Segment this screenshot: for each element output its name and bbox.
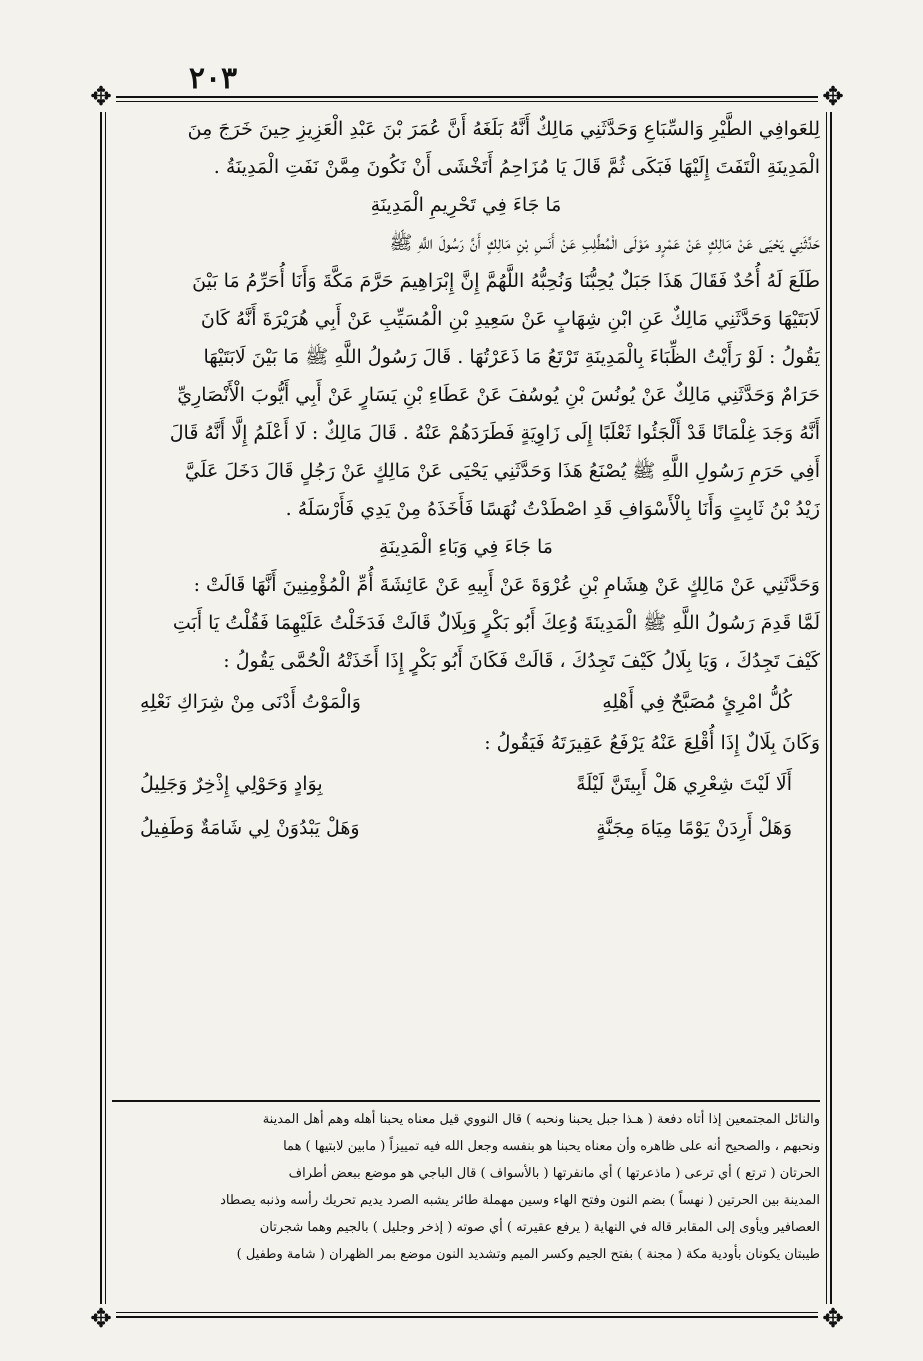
poem-verse [112, 680, 820, 724]
corner-ornament-icon: ✥ [86, 82, 116, 112]
footnote-line: المدينة بين الحرتين ( نهساً ) بضم النون وفتح الهاء وسين مهملة طائر يشبه الصرد يديم تحريك رأسه وذنبه يصطاد [220, 1193, 820, 1208]
verse-second-hemistich: وَالْمَوْتُ أَدْنَى مِنْ شِرَاكِ نَعْلِهِ [140, 691, 361, 713]
footnote-line: طيبتان يكونان بأودية مكة ( مجنة ) بفتح الجيم وكسر الميم وتشديد النون موضع بمر الظهران ( شامة وطفيل ) [236, 1247, 820, 1262]
footnote-line: ونحبهم ، والصحيح أنه على ظاهره وأن معناه يحبنا هو بنفسه وجعل الله فيه تمييزاً ( مابين لابتيها ) هما [283, 1139, 820, 1154]
text-line: زَيْدُ بْنُ ثَابِتٍ وَأَنَا بِالْأَسْوَافِ قَدِ اصْطَدْتُ نُهَسًا فَأَخَذَهُ مِنْ يَدِي فَأَرْسَلَهُ . [285, 498, 820, 520]
text-line: أَفِي حَرَمِ رَسُولِ اللَّهِ ﷺ يُصْنَعُ هَذَا وَحَدَّثَنِي يَحْيَى عَنْ مَالِكٍ عَنْ رَجُلٍ قَالَ دَخَلَ عَلَيَّ [184, 460, 820, 482]
text-line: كَيْفَ تَجِدُكَ ، وَيَا بِلَالُ كَيْفَ تَجِدُكَ ، قَالَتْ فَكَانَ أَبُو بَكْرٍ إِذَا أَخَذَتْهُ الْحُمَّى يَقُولُ : [223, 650, 820, 672]
text-line: لَابَتَيْهَا وَحَدَّثَنِي مَالِكٌ عَنِ ابْنِ شِهَابٍ عَنْ سَعِيدِ بْنِ الْمُسَيِّبِ عَنْ أَبِي هُرَيْرَةَ أَنَّهُ كَانَ [200, 308, 820, 330]
verse-second-hemistich: بِوَادٍ وَحَوْلِي إِذْخِرٌ وَجَلِيلُ [140, 773, 323, 795]
text-line: حَرَامٌ وَحَدَّثَنِي مَالِكٌ عَنْ يُونُسَ بْنِ يُوسُفَ عَنْ عَطَاءِ بْنِ يَسَارٍ عَنْ أَبِي أَيُّوبَ الْأَنْصَارِيِّ [177, 384, 820, 406]
text-line: يَقُولُ : لَوْ رَأَيْتُ الظِّبَاءَ بِالْمَدِينَةِ تَرْتَعُ مَا ذَعَرْتُهَا . قَالَ رَسُولُ اللَّهِ ﷺ مَا بَيْنَ لَابَتَيْهَا [203, 346, 820, 368]
footnote-line: والنائل المجتمعين إذا أتاه دفعة ( هـذا جبل يحبنا ونحبه ) قال النووي قيل معناه يحبنا أهله وهم أهل المدينة [262, 1112, 820, 1127]
text-line: أَنَّهُ وَجَدَ غِلْمَانًا قَدْ أَلْجَئُوا ثَعْلَبًا إِلَى زَاوِيَةٍ فَطَرَدَهُمْ عَنْهُ . قَالَ مَالِكٌ : لَا أَعْلَمُ إِلَّا أَنَّهُ قَالَ [169, 422, 820, 444]
text-line: طَلَعَ لَهُ أُحُدٌ فَقَالَ هَذَا جَبَلٌ يُحِبُّنَا وَنُحِبُّهُ اللَّهُمَّ إِنَّ إِبْرَاهِيمَ حَرَّمَ مَكَّةَ وَأَنَا أُحَرِّمُ مَا بَيْنَ [192, 270, 820, 292]
footnote-line: الحرتان ( ترتع ) أي ترعى ( ماذعرتها ) أي مانفرتها ( بالأسواف ) قال الباجي هو موضع ببعض أطراف [288, 1166, 820, 1181]
corner-ornament-icon: ✥ [818, 82, 848, 112]
footnote-line: العصافير ويأوى إلى المقابر قاله في النهاية ( يرفع عقيرته ) أي صوته ( إذخر وجليل ) بالجيم وهما شجرتان [259, 1220, 820, 1235]
text-line: وَكَانَ بِلَالٌ إِذَا أُقْلِعَ عَنْهُ يَرْفَعُ عَقِيرَتَهُ فَيَقُولُ : [484, 732, 820, 754]
text-line: لَمَّا قَدِمَ رَسُولُ اللَّهِ ﷺ الْمَدِينَةَ وُعِكَ أَبُو بَكْرٍ وَبِلَالٌ قَالَتْ فَدَخَلْتُ عَلَيْهِمَا فَقُلْتُ يَا أَبَتِ [172, 612, 820, 634]
poem-verse [112, 762, 820, 806]
verse-first-hemistich: وَهَلْ أَرِدَنْ يَوْمًا مِيَاهَ مِجَنَّةٍ [596, 817, 792, 839]
text-line: حَدَّثَنِي يَحْيَى عَنْ مَالِكٍ عَنْ عَمْرٍو مَوْلَى الْمُطَّلِبِ عَنْ أَنَسِ بْنِ مَالِكٍ أَنَّ رَسُولَ اللَّهِ ﷺ [389, 232, 820, 254]
text-line: وَحَدَّثَنِي عَنْ مَالِكٍ عَنْ هِشَامِ بْنِ عُرْوَةَ عَنْ أَبِيهِ عَنْ عَائِشَةَ أُمِّ الْمُؤْمِنِينَ أَنَّهَا قَالَتْ : [193, 574, 820, 596]
chapter-heading: مَا جَاءَ فِي وَبَاءِ الْمَدِينَةِ [379, 536, 553, 558]
poem-verse [112, 806, 820, 850]
verse-first-hemistich: كُلُّ امْرِئٍ مُصَبَّحٌ فِي أَهْلِهِ [602, 691, 792, 713]
main-text-block [112, 110, 820, 1085]
verse-second-hemistich: وَهَلْ يَبْدُوَنْ لِي شَامَةٌ وَطَفِيلُ [140, 817, 360, 839]
corner-ornament-icon: ✥ [818, 1304, 848, 1334]
corner-ornament-icon: ✥ [86, 1304, 116, 1334]
page-number: ٢٠٣ [188, 61, 238, 96]
chapter-heading: مَا جَاءَ فِي تَحْرِيمِ الْمَدِينَةِ [370, 194, 562, 216]
footnotes-block [112, 1100, 820, 1300]
verse-first-hemistich: أَلَا لَيْتَ شِعْرِي هَلْ أَبِيتَنَّ لَيْلَةً [576, 773, 792, 795]
text-line: لِلعَوافِي الطَّيْرِ وَالسِّبَاعِ وَحَدَّثَنِي مَالِكٌ أَنَّهُ بَلَغَهُ أَنَّ عُمَرَ بْنَ عَبْدِ الْعَزِيزِ حِينَ خَرَجَ مِنَ [187, 118, 820, 140]
text-line: الْمَدِينَةِ الْتَفَتَ إِلَيْهَا فَبَكَى ثُمَّ قَالَ يَا مُزَاحِمُ أَتَخْشَى أَنْ نَكُونَ مِمَّنْ نَفَتِ الْمَدِينَةُ . [213, 156, 820, 178]
